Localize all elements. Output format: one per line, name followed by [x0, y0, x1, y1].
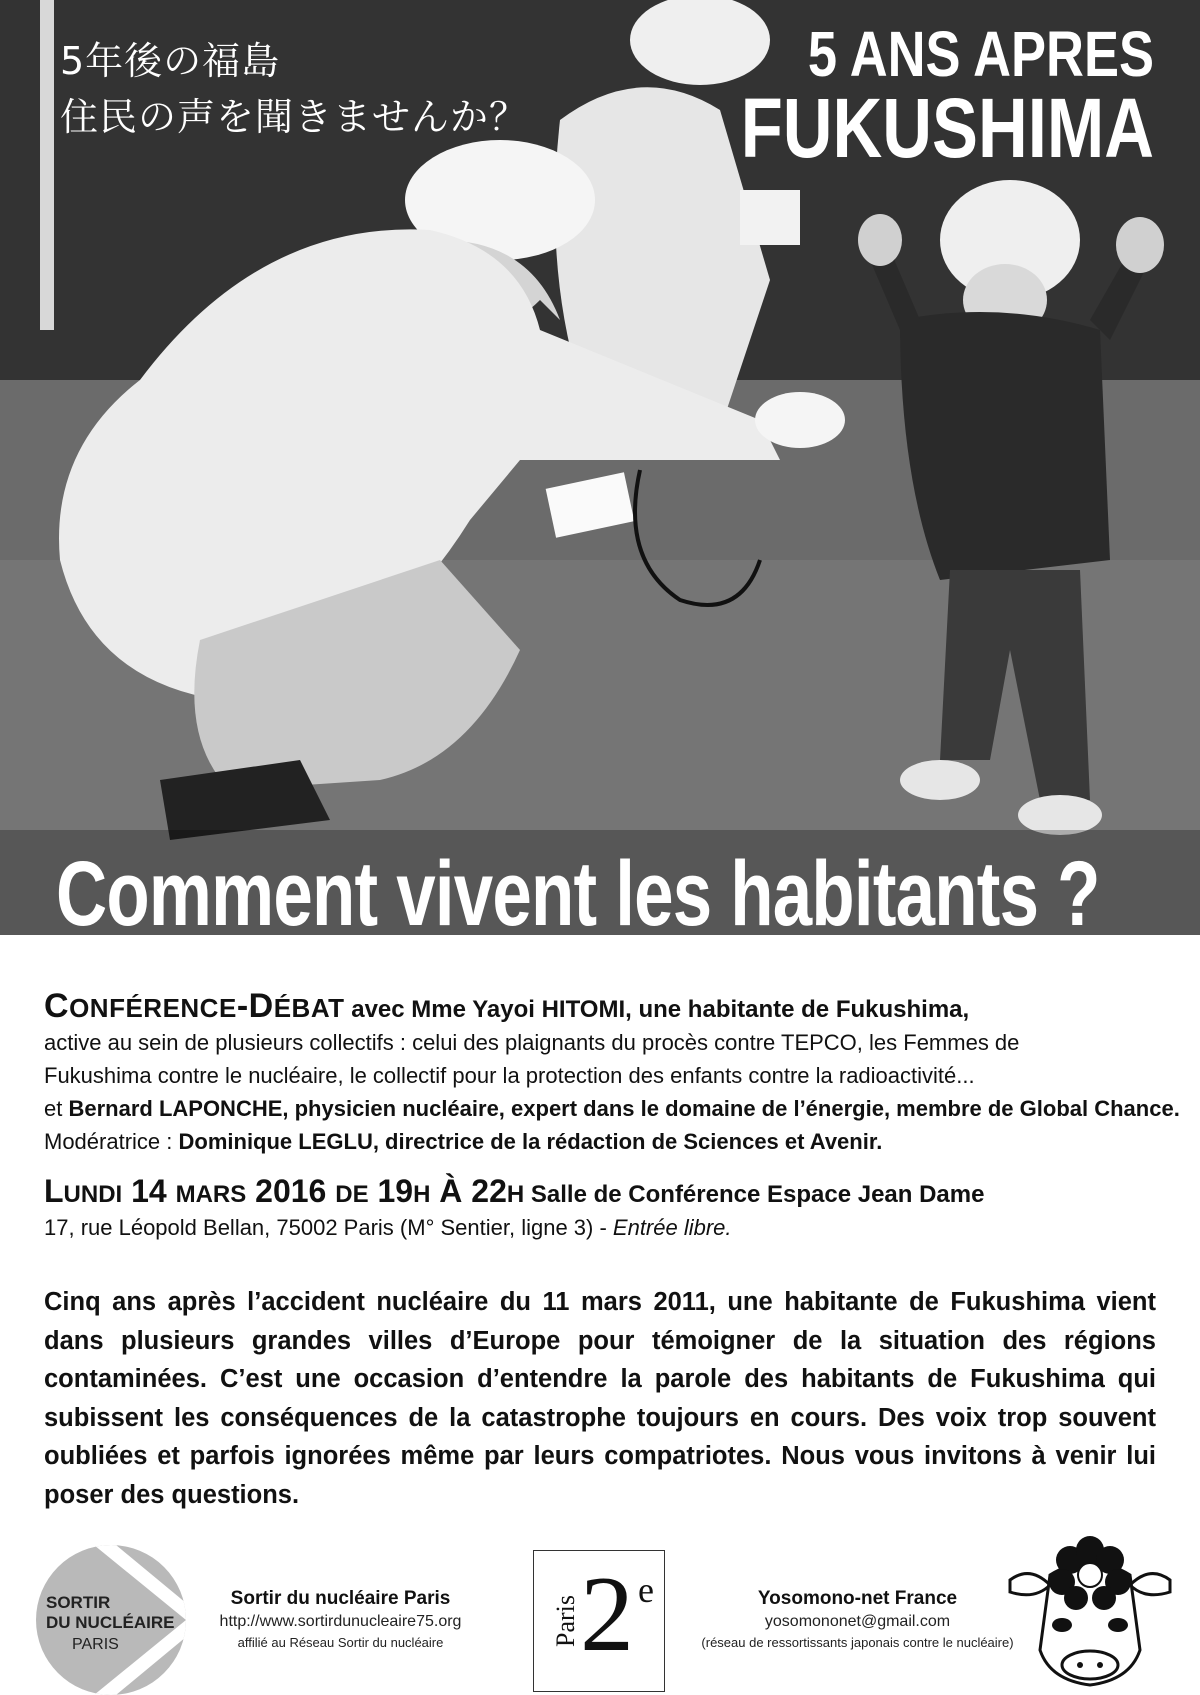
years-after-line2: FUKUSHIMA — [740, 81, 1154, 175]
paris-word: Paris — [551, 1595, 580, 1647]
paris-superscript: e — [638, 1570, 654, 1610]
footer-sponsors — [0, 1530, 1200, 1693]
japanese-title-line1: 5年後の福島 — [60, 39, 281, 83]
event-date-line — [44, 1175, 1164, 1211]
years-after-title — [740, 18, 1154, 175]
cow-flower-logo-icon — [990, 1530, 1190, 1693]
conference-label: CONFÉRENCE-DÉBAT — [44, 987, 345, 1025]
moderator-name: Dominique LEGLU, directrice de la rédaction de Sciences et Avenir. — [178, 1129, 883, 1154]
org1-note: affilié au Réseau Sortir du nucléaire — [237, 1635, 444, 1650]
logo-text-line3: PARIS — [72, 1636, 119, 1653]
logo-text-line1: SORTIR — [46, 1593, 111, 1612]
org1-title: Sortir du nucléaire Paris — [230, 1588, 451, 1609]
org2-note: (réseau de ressortissants japonais contre le nucléaire) — [701, 1635, 1014, 1650]
years-after-line1: 5 ANS APRES — [807, 18, 1154, 90]
conference-details — [44, 987, 1180, 1158]
event-date: LUNDI 14 MARS 2016 DE 19H À 22H — [44, 1173, 525, 1209]
conference-line2: active au sein de plusieurs collectifs : celui des plaignants du procès contre TEPCO, les Femmes de — [44, 1030, 1020, 1055]
intro-paragraph: Cinq ans après l’accident nucléaire du 11 mars 2011, une habitante de Fukushima vient dans plusieurs grandes villes d’Europe pour témoigner de la situation des régions contaminées. C’est une occasion d’entendre la parole des habitants de Fukushima qui subissent les conséquences de la catastrophe toujours en cours. Des voix trop souvent oubliées et parfois ignorées même par leurs compatriotes. Nous vous invitons à venir lui poser des questions. — [44, 1288, 1156, 1509]
conference-line4: et Bernard LAPONCHE, physicien nucléaire, expert dans le domaine de l’énergie, membre de Global Chance. — [44, 1096, 1180, 1121]
main-headline: Comment vivent les habitants ? — [56, 843, 1100, 935]
entry-free: Entrée libre. — [612, 1215, 732, 1240]
logo-text-line2: DU NUCLÉAIRE — [46, 1613, 175, 1632]
org2-title: Yosomono-net France — [757, 1588, 958, 1609]
event-address: 17, rue Léopold Bellan, 75002 Paris (M° Sentier, ligne 3) - Entrée libre. — [44, 1215, 732, 1240]
guest-intro: avec Mme Yayoi HITOMI, une habitante de Fukushima, — [344, 996, 970, 1023]
moderator-line: Modératrice : Dominique LEGLU, directrice de la rédaction de Sciences et Avenir. — [44, 1129, 883, 1154]
org-yosomono-net — [700, 1588, 1015, 1650]
japanese-title-line2: 住民の声を聞きませんか？ — [60, 95, 529, 139]
conference-line3: Fukushima contre le nucléaire, le collectif pour la protection des enfants contre la radioactivité... — [44, 1063, 975, 1088]
paris-number: 2 — [580, 1555, 634, 1674]
second-speaker: Bernard LAPONCHE, physicien nucléaire, expert dans le domaine de l’énergie, membre de Global Chance. — [68, 1096, 1180, 1121]
event-date-place — [44, 1175, 1164, 1244]
event-hall: Salle de Conférence Espace Jean Dame — [524, 1181, 985, 1208]
org-sortir-nucleaire — [198, 1588, 483, 1650]
paris-2e-logo — [533, 1550, 665, 1692]
sortir-nucleaire-logo — [36, 1545, 186, 1695]
org1-url[interactable]: http://www.sortirdunucleaire75.org — [219, 1613, 462, 1630]
conference-line1 — [44, 987, 1164, 1026]
org2-email[interactable]: yosomononet@gmail.com — [764, 1613, 951, 1630]
